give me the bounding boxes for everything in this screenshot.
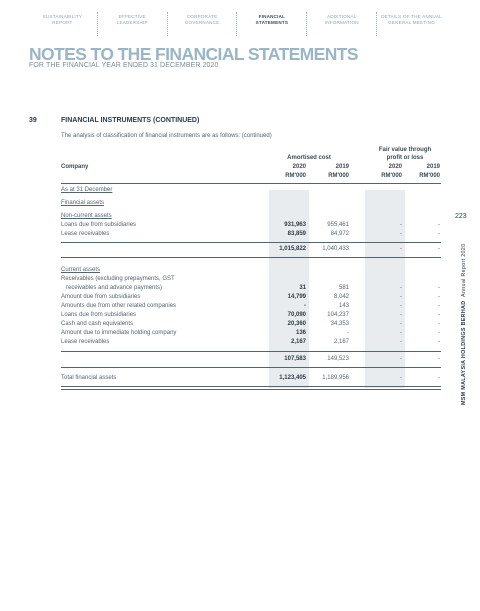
unit-header-a2020: RM'000 (285, 173, 306, 179)
cell-f2020: - (400, 222, 402, 228)
page-subtitle: FOR THE FINANCIAL YEAR ENDED 31 DECEMBER 2020 (29, 62, 219, 69)
subtotal-rule (61, 242, 441, 243)
year-header-a2020: 2020 (292, 164, 306, 170)
cell-a2019: 8,042 (333, 294, 349, 300)
page-number: 223 (455, 213, 467, 220)
unit-header-f2020: RM'000 (381, 173, 402, 179)
cur-total-f2020: - (400, 356, 402, 362)
cell-a2020: 83,859 (287, 231, 306, 237)
cell-a2019: - (347, 330, 349, 336)
nav-label: STATEMENTS (255, 20, 289, 25)
row-label: Lease receivables (61, 231, 110, 237)
total-financial-assets-label: Total financial assets (61, 375, 117, 381)
row-label: Loans due from subsidiaries (61, 222, 137, 228)
cell-f2019: - (438, 312, 440, 318)
nav-sustainability-report[interactable] (28, 12, 98, 36)
nav-agm-details[interactable] (377, 12, 446, 36)
row-label: Cash and cash equivalents (61, 321, 134, 327)
nav-label: SUSTAINABILITY (42, 14, 83, 19)
amortised-cost-header: Amortised cost (287, 155, 331, 161)
row-label: Amount due to immediate holding company (61, 330, 177, 336)
nc-total-a2020: 1,015,822 (279, 246, 306, 252)
cell-a2020: 14,799 (287, 294, 306, 300)
subtotal-rule (61, 257, 441, 258)
sidebar-report-title (461, 244, 467, 405)
cur-total-a2019: 149,523 (327, 356, 349, 362)
cell-a2020: 136 (295, 330, 306, 336)
nav-label: REPORT (52, 20, 73, 25)
cell-a2019: 34,353 (330, 321, 349, 327)
non-current-label: Non-current assets (61, 213, 112, 219)
financial-assets-label: Financial assets (61, 200, 105, 206)
page-title: NOTES TO THE FINANCIAL STATEMENTS (29, 44, 358, 64)
subtotal-rule (61, 367, 441, 368)
nc-total-f2020: - (400, 246, 402, 252)
nav-label: FINANCIAL (258, 14, 286, 19)
company-header: Company (61, 164, 89, 170)
cell-f2019: - (438, 321, 440, 327)
row-label: Loans due from subsidiaries (61, 312, 137, 318)
cell-a2020: 20,360 (287, 321, 306, 327)
year-header-f2019: 2019 (426, 164, 440, 170)
year-header-f2020: 2020 (388, 164, 402, 170)
grand-total-a2020: 1,123,405 (279, 375, 306, 381)
cell-f2019: - (438, 222, 440, 228)
row-label: Lease receivables (61, 339, 110, 345)
cell-f2019: - (438, 330, 440, 336)
cell-a2020: 31 (299, 285, 306, 291)
cell-f2019: - (438, 294, 440, 300)
top-navigation (28, 12, 446, 36)
grand-total-a2019: 1,189,956 (322, 375, 349, 381)
cur-total-a2020: 107,583 (284, 356, 306, 362)
nav-label: GENERAL MEETING (388, 20, 436, 25)
cell-f2020: - (400, 321, 402, 327)
row-label: Amount due from subsidiaries (61, 294, 141, 300)
row-label: Amounts due from other related companies (61, 303, 177, 309)
nav-label: INFORMATION (324, 20, 359, 25)
cell-a2020: 70,090 (287, 312, 306, 318)
unit-header-a2019: RM'000 (328, 173, 349, 179)
section-number: 39 (29, 117, 37, 124)
cell-a2020: 931,963 (284, 222, 306, 228)
cell-f2020: - (400, 339, 402, 345)
section-intro: The analysis of classification of financial instruments are as follows: (continued) (61, 133, 272, 139)
row-label: Receivables (excluding prepayments, GST (61, 276, 175, 282)
unit-header-f2019: RM'000 (419, 173, 440, 179)
cell-f2020: - (400, 312, 402, 318)
subtotal-rule (61, 351, 441, 352)
nav-label: LEADERSHIP (116, 20, 148, 25)
grand-total-f2020: - (400, 375, 402, 381)
header-rule (61, 183, 441, 184)
nav-label: EFFECTIVE (118, 14, 146, 19)
nav-label: DETAILS OF THE ANNUAL (381, 14, 442, 19)
sidebar-report: Annual Report 2020 (461, 243, 467, 297)
nav-additional-information[interactable] (307, 12, 377, 36)
fvtpl-header-line1: Fair value through (378, 147, 432, 153)
year-header-a2019: 2019 (335, 164, 349, 170)
nav-financial-statements[interactable] (237, 12, 307, 36)
cell-f2020: - (400, 294, 402, 300)
nc-total-a2019: 1,040,433 (322, 246, 349, 252)
nav-label: GOVERNANCE (184, 20, 220, 25)
cell-f2020: - (400, 231, 402, 237)
as-at-label: As at 31 December (61, 187, 113, 193)
cell-a2020: - (304, 303, 306, 309)
cell-f2019: - (438, 339, 440, 345)
fvtpl-header-line2: profit or loss (386, 155, 424, 161)
sidebar-company: MSM MALAYSIA HOLDINGS BERHAD (461, 300, 467, 405)
cell-a2019: 84,972 (330, 231, 349, 237)
cell-f2019: - (438, 231, 440, 237)
cell-a2019: 2,167 (333, 339, 349, 345)
section-title: FINANCIAL INSTRUMENTS (CONTINUED) (61, 117, 200, 124)
cell-a2019: 104,237 (327, 312, 349, 318)
cell-a2019: 143 (338, 303, 349, 309)
cur-total-f2019: - (438, 356, 440, 362)
nav-label: ADDITIONAL (326, 14, 357, 19)
grand-total-double-rule (61, 386, 441, 390)
nav-label: CORPORATE (186, 14, 218, 19)
cell-a2020: 2,167 (290, 339, 306, 345)
cell-f2020: - (400, 330, 402, 336)
row-label: receivables and advance payments) (66, 285, 163, 291)
cell-f2019: - (438, 285, 440, 291)
cell-f2020: - (400, 285, 402, 291)
nc-total-f2019: - (438, 246, 440, 252)
cell-f2019: - (438, 303, 440, 309)
cell-f2020: - (400, 303, 402, 309)
cell-a2019: 955,461 (327, 222, 349, 228)
current-assets-label: Current assets (61, 267, 101, 273)
nav-corporate-governance[interactable] (168, 12, 238, 36)
cell-a2019: 581 (338, 285, 349, 291)
grand-total-f2019: - (438, 375, 440, 381)
nav-effective-leadership[interactable] (98, 12, 168, 36)
